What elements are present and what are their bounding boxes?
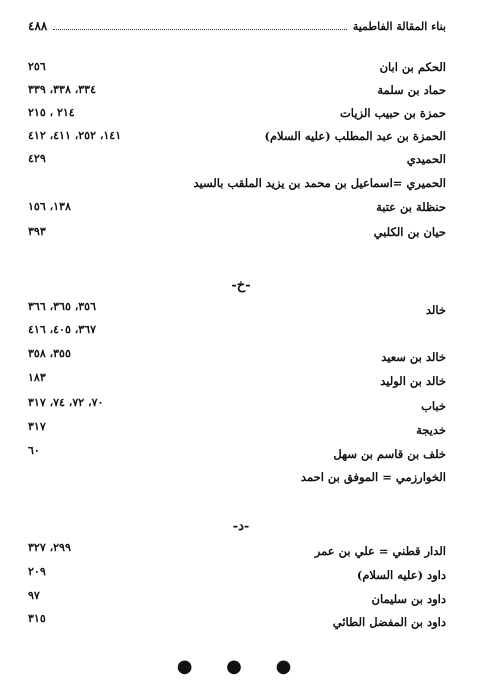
entry-pages: ٣٥٦، ٣٦٥، ٣٦٦ (28, 300, 96, 313)
entry-name: الحميري =اسماعيل بن محمد بن يزيد الملقب بالسيد (193, 176, 446, 190)
index-entry (28, 83, 446, 103)
index-entry (28, 300, 446, 320)
entry-name: خباب (421, 399, 446, 413)
end-ornament: ● ● ● (176, 656, 306, 677)
entry-name: خالد بن الوليد (380, 374, 446, 388)
index-entry (28, 129, 446, 149)
entry-pages: ٢١٤ ، ٢١٥ (28, 106, 75, 119)
entry-name: الحمزة بن عبد المطلب (عليه السلام) (264, 129, 446, 143)
entry-pages: ٦٠ (28, 444, 40, 457)
index-entry (28, 225, 446, 245)
index-entry (28, 396, 446, 416)
index-entry (28, 60, 446, 80)
entry-pages: ٣٣٤، ٣٣٨، ٣٣٩ (28, 83, 96, 96)
entry-name: داود بن سليمان (371, 592, 446, 606)
index-entry (28, 323, 446, 343)
entry-name: داود بن المفضل الطائي (332, 615, 446, 629)
index-entry (28, 200, 446, 220)
index-entry (28, 612, 446, 632)
running-title: بناء المقالة الفاطمية (352, 19, 446, 33)
entry-name: خديجة (416, 423, 446, 437)
index-entry (28, 565, 446, 585)
entry-name: الدار قطني = علي بن عمر (314, 544, 446, 558)
page-header (28, 16, 446, 36)
entry-pages: ١٨٣ (28, 371, 46, 384)
entry-pages: ٣٦٧، ٤٠٥، ٤١٦ (28, 323, 96, 336)
page-number: ٤٨٨ (28, 19, 48, 33)
index-entry (28, 347, 446, 367)
entry-name: خالد (425, 303, 446, 317)
section-letter-dal: -د- (232, 519, 250, 534)
index-entry (28, 371, 446, 391)
entry-pages: ١٣٨، ١٥٦ (28, 200, 71, 213)
entry-pages: ٢٥٦ (28, 60, 46, 73)
entry-pages: ٣٩٣ (28, 225, 46, 238)
entry-pages: ٩٧ (28, 589, 40, 602)
entry-name: الخوارزمي = الموفق بن احمد (300, 470, 446, 484)
entry-name: الحميدي (406, 152, 446, 166)
entry-pages: ٣١٧ (28, 420, 46, 433)
entry-pages: ٢٩٩، ٣٢٧ (28, 541, 71, 554)
entry-name: داود (عليه السلام) (356, 568, 446, 582)
entry-name: خلف بن قاسم بن سهل (333, 447, 446, 461)
index-entry (28, 541, 446, 561)
entry-pages: ٣١٥ (28, 612, 46, 625)
index-entry (28, 470, 446, 490)
entry-name: حماد بن سلمة (377, 83, 446, 97)
section-letter-kha: -خ- (231, 278, 251, 293)
entry-name: خالد بن سعيد (381, 350, 446, 364)
index-entry (28, 176, 446, 196)
index-entry (28, 106, 446, 126)
index-entry (28, 420, 446, 440)
entry-name: حيان بن الكلبي (373, 225, 446, 239)
entry-pages: ١٤١، ٢٥٢، ٤١١، ٤١٢ (28, 129, 122, 142)
entry-pages: ٤٢٩ (28, 152, 46, 165)
header-leader-dots (53, 23, 347, 30)
entry-name: حمزة بن حبيب الزيات (339, 106, 446, 120)
entry-pages: ٣٥٥، ٣٥٨ (28, 347, 71, 360)
entry-name: حنظلة بن عتبة (376, 200, 446, 214)
index-entry (28, 152, 446, 172)
entry-pages: ٧٠، ٧٢، ٧٤، ٣١٧ (28, 396, 104, 409)
entry-name: الحكم بن ابان (379, 60, 446, 74)
entry-pages: ٢٠٩ (28, 565, 46, 578)
index-entry (28, 444, 446, 464)
index-entry (28, 589, 446, 609)
